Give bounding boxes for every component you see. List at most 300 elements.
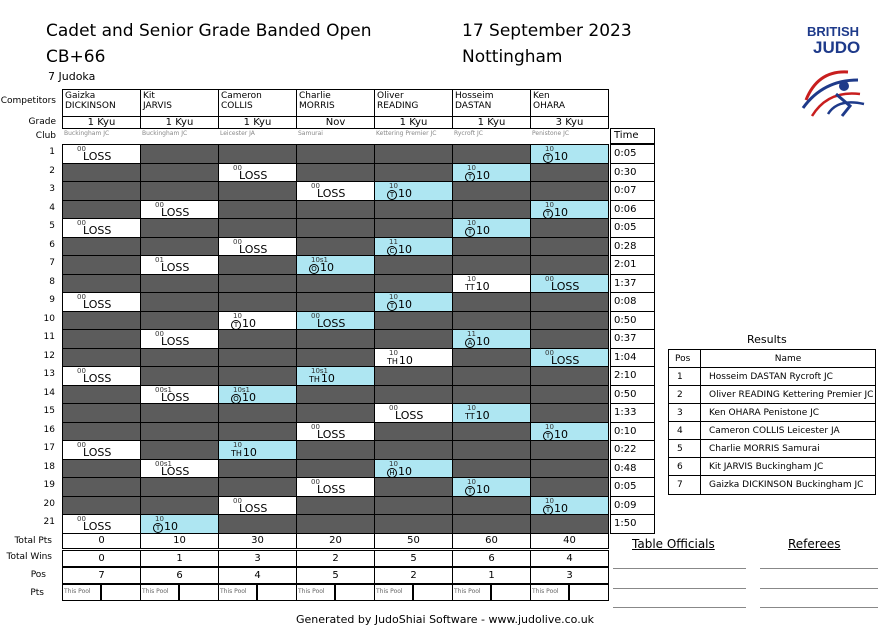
empty-cell (140, 440, 219, 460)
competitor-name (218, 89, 297, 116)
score-detail: 10 (467, 219, 476, 227)
score-detail: 10 (155, 515, 164, 523)
result-text: LOSS (83, 298, 112, 311)
competitor-grade: 1 Kyu (452, 116, 531, 129)
empty-cell (140, 403, 219, 423)
score-detail: 10 (467, 404, 476, 412)
total-wins: 4 (530, 550, 609, 567)
match-time: 0:08 (610, 292, 655, 312)
result-text: 10 (476, 483, 490, 496)
competitor-last-name: MORRIS (299, 101, 335, 111)
pts-label: Pts (30, 588, 44, 598)
empty-cell (296, 218, 375, 238)
empty-cell (218, 181, 297, 201)
competitor-name (530, 89, 609, 116)
position: 5 (296, 567, 375, 584)
competitor-name (140, 89, 219, 116)
competitor-first-name: Cameron (221, 91, 262, 101)
competitor-name (374, 89, 453, 116)
empty-cell (296, 403, 375, 423)
competitor-club: Buckingham JC (64, 130, 110, 137)
signature-line (613, 607, 746, 608)
results-row (669, 368, 875, 386)
result-text: LOSS (83, 446, 112, 459)
match-number: 8 (49, 276, 55, 287)
empty-cell (140, 348, 219, 368)
total-points: 40 (530, 533, 609, 549)
empty-cell (374, 274, 453, 294)
position: 1 (452, 567, 531, 584)
judoka-figure-icon (798, 60, 868, 120)
competitor-first-name: Oliver (377, 91, 404, 101)
empty-cell (218, 255, 297, 275)
empty-cell (140, 163, 219, 183)
empty-cell (140, 496, 219, 516)
empty-cell (530, 255, 609, 275)
result-text: LOSS (551, 279, 580, 293)
empty-cell (452, 459, 531, 479)
result-text: 10 (398, 187, 412, 200)
empty-cell (218, 403, 297, 423)
score-detail: 11 (389, 237, 398, 246)
match-time: 0:50 (610, 311, 655, 331)
competitors-label: Competitors (0, 96, 56, 106)
pool-points: This Pool (140, 584, 179, 601)
results-header: Pos Name (669, 350, 875, 368)
score-detail: 00 (233, 496, 242, 505)
winner-cell (452, 218, 531, 238)
win-score (387, 299, 412, 311)
loss-label (83, 521, 111, 533)
empty-cell (374, 440, 453, 460)
competitor-first-name: Hosseim (455, 91, 494, 101)
match-time: 1:04 (610, 348, 655, 368)
technique-icon: T (465, 227, 475, 237)
empty-cell (452, 181, 531, 201)
result-text: LOSS (83, 150, 112, 163)
loser-cell (218, 496, 297, 516)
win-score (387, 188, 412, 200)
empty-cell (296, 440, 375, 460)
results-row (669, 404, 875, 422)
referees-label: Referees (788, 537, 841, 551)
competitor-grade: Nov (296, 116, 375, 129)
empty-cell (140, 181, 219, 201)
match-time: 1:50 (610, 514, 655, 534)
winner-cell (374, 292, 453, 312)
empty-cell (62, 163, 141, 183)
total-points: 10 (140, 533, 219, 549)
empty-cell (452, 385, 531, 405)
score-detail: 00 (155, 330, 164, 338)
results-row (669, 422, 875, 440)
empty-cell (296, 385, 375, 405)
result-name: Hosseim DASTAN Rycroft JC (709, 372, 833, 382)
total-points: 50 (374, 533, 453, 549)
result-text: 10 (398, 464, 412, 478)
technique-icon: TH (309, 375, 320, 384)
competitor-first-name: Charlie (299, 91, 331, 101)
result-name: Oliver READING Kettering Premier JC (709, 390, 874, 400)
score-detail: 10 (233, 441, 242, 449)
pool-points-blank (179, 584, 219, 601)
loser-cell (140, 200, 219, 220)
empty-cell (140, 274, 219, 294)
result-name: Kit JARVIS Buckingham JC (709, 462, 824, 472)
result-position: 1 (669, 368, 701, 385)
loser-cell (62, 440, 141, 460)
winner-cell (452, 329, 531, 349)
loser-cell (296, 422, 375, 442)
result-text: 10 (476, 168, 490, 182)
results-row (669, 440, 875, 458)
score-detail: 10 (545, 422, 554, 431)
total-wins: 0 (62, 550, 141, 567)
technique-icon: TT (465, 412, 475, 421)
empty-cell (62, 385, 141, 405)
technique-icon: T (543, 209, 553, 219)
competitor-club: Samurai (298, 130, 323, 137)
pool-points: This Pool (530, 584, 569, 601)
footer: Generated by JudoShiai Software - www.judolive.co.uk (296, 613, 595, 626)
match-number: 19 (43, 480, 55, 490)
result-position: 2 (669, 386, 701, 403)
empty-cell (530, 403, 609, 423)
result-text: LOSS (317, 483, 346, 496)
score-detail: 00 (77, 441, 86, 449)
match-time: 0:06 (610, 200, 655, 220)
empty-cell (530, 514, 609, 534)
pool-points-blank (413, 584, 453, 601)
total-points: 20 (296, 533, 375, 549)
empty-cell (452, 348, 531, 368)
empty-cell (374, 496, 453, 516)
results-title: Results (747, 333, 787, 346)
win-score (153, 521, 178, 533)
competitor-club: Penistone JC (532, 130, 570, 137)
empty-cell (62, 348, 141, 368)
result-position: 4 (669, 422, 701, 439)
score-detail: 10 (467, 478, 476, 486)
empty-cell (374, 385, 453, 405)
score-detail: 00 (77, 145, 86, 153)
competitor-grade: 1 Kyu (374, 116, 453, 129)
empty-cell (374, 200, 453, 220)
total-wins-label: Total Wins (6, 552, 52, 562)
empty-cell (374, 218, 453, 238)
result-text: 10 (475, 409, 490, 422)
loser-cell (452, 274, 531, 294)
empty-cell (530, 218, 609, 238)
signature-line (613, 588, 746, 589)
empty-cell (218, 477, 297, 497)
loss-label (161, 262, 189, 274)
result-text: 10 (554, 501, 568, 515)
result-text: LOSS (83, 520, 112, 533)
grade-label: Grade (28, 117, 56, 127)
empty-cell (62, 459, 141, 479)
total-points: 0 (62, 533, 141, 549)
empty-cell (374, 366, 453, 386)
loss-label (83, 373, 111, 385)
match-time: 0:07 (610, 181, 655, 201)
match-time: 0:48 (610, 459, 655, 479)
empty-cell (140, 366, 219, 386)
result-text: 10 (242, 446, 257, 459)
empty-cell (530, 440, 609, 460)
competitor-club: Rycroft JC (454, 130, 483, 137)
winner-cell (296, 311, 375, 331)
win-score (387, 466, 412, 478)
technique-icon: A (465, 338, 475, 348)
empty-cell (296, 329, 375, 349)
empty-cell (374, 329, 453, 349)
match-number: 2 (49, 165, 55, 176)
competitor-last-name: READING (377, 101, 419, 111)
competitor-last-name: OHARA (533, 101, 566, 111)
empty-cell (530, 311, 609, 331)
result-text: 10 (476, 335, 490, 348)
loss-label (239, 244, 267, 256)
competitor-grade: 1 Kyu (62, 116, 141, 129)
result-text: LOSS (161, 205, 190, 219)
competitor-grade: 1 Kyu (218, 116, 297, 129)
time-header: Time (610, 128, 655, 144)
loser-cell (374, 348, 453, 368)
loser-cell (140, 255, 219, 275)
win-score (543, 429, 568, 441)
empty-cell (62, 329, 141, 349)
score-detail: 10 (467, 163, 476, 172)
empty-cell (374, 514, 453, 534)
loss-label (239, 503, 267, 515)
score-detail: 00 (311, 478, 320, 486)
score-detail: 00 (389, 404, 398, 412)
result-name: Gaizka DICKINSON Buckingham JC (709, 480, 864, 490)
score-detail: 10s1 (311, 367, 329, 375)
position: 3 (530, 567, 609, 584)
win-score (543, 503, 568, 515)
loss-label (161, 336, 189, 348)
loss-label (239, 170, 267, 182)
pool-points: This Pool (452, 584, 491, 601)
result-text: LOSS (161, 464, 190, 478)
result-text: LOSS (83, 372, 112, 385)
category: CB+66 (46, 47, 106, 67)
loss-label (83, 447, 111, 459)
match-time: 0:30 (610, 163, 655, 183)
results-row (669, 476, 875, 494)
winner-cell (374, 237, 453, 257)
loss-label (161, 207, 189, 219)
signature-line (760, 607, 878, 608)
loss-label (317, 429, 345, 441)
empty-cell (452, 440, 531, 460)
event-location: Nottingham (462, 47, 563, 67)
pool-points: This Pool (296, 584, 335, 601)
loss-label (161, 466, 189, 478)
pool-points-blank (335, 584, 375, 601)
empty-cell (530, 366, 609, 386)
loser-cell (374, 403, 453, 423)
pool-points: This Pool (62, 584, 101, 601)
empty-cell (374, 163, 453, 183)
loser-cell (296, 477, 375, 497)
empty-cell (62, 274, 141, 294)
result-text: 10 (554, 427, 568, 441)
pool-points: This Pool (374, 584, 413, 601)
empty-cell (296, 348, 375, 368)
competitor-first-name: Kit (143, 91, 155, 101)
empty-cell (530, 459, 609, 479)
empty-cell (218, 144, 297, 164)
loser-cell (140, 459, 219, 479)
score-detail: 10 (389, 348, 398, 357)
score-detail: 10 (545, 496, 554, 505)
match-number: 6 (49, 239, 55, 250)
result-text: 10 (554, 150, 568, 163)
technique-icon: TH (231, 449, 242, 458)
empty-cell (296, 496, 375, 516)
winner-cell (218, 385, 297, 405)
empty-cell (452, 200, 531, 220)
empty-cell (218, 366, 297, 386)
technique-icon: T (543, 431, 553, 441)
empty-cell (140, 477, 219, 497)
winner-cell (530, 144, 609, 164)
empty-cell (374, 477, 453, 497)
empty-cell (530, 329, 609, 349)
loss-label (317, 318, 345, 330)
match-time: 0:05 (610, 477, 655, 497)
score-detail: 11 (467, 330, 476, 338)
technique-icon: T (465, 486, 475, 496)
empty-cell (530, 477, 609, 497)
score-detail: 00s1 (155, 459, 173, 468)
empty-cell (218, 329, 297, 349)
result-text: LOSS (239, 501, 268, 515)
technique-icon: C (387, 246, 397, 256)
result-position: 6 (669, 458, 701, 475)
empty-cell (530, 181, 609, 201)
total-points: 60 (452, 533, 531, 549)
loss-label (317, 484, 345, 496)
score-detail: 00 (155, 200, 164, 209)
total-wins: 3 (218, 550, 297, 567)
match-number: 9 (49, 295, 55, 305)
winner-cell (218, 440, 297, 460)
empty-cell (530, 385, 609, 405)
match-time: 0:05 (610, 218, 655, 238)
total-wins: 1 (140, 550, 219, 567)
total-pts-label: Total Pts (14, 536, 52, 546)
score-detail: 00 (77, 515, 86, 523)
score-detail: 00 (545, 348, 554, 357)
result-position: 7 (669, 476, 701, 494)
competitor-name (452, 89, 531, 116)
empty-cell (296, 200, 375, 220)
results-table (668, 349, 876, 495)
competitor-last-name: COLLIS (221, 101, 253, 111)
score-detail: 00 (233, 237, 242, 246)
club-label: Club (35, 131, 56, 141)
winner-cell (530, 422, 609, 442)
empty-cell (140, 422, 219, 442)
competitor-club: Kettering Premier JC (376, 130, 437, 137)
technique-icon: T (465, 172, 475, 182)
match-number: 17 (43, 443, 55, 453)
score-detail: 00 (311, 182, 320, 190)
score-detail: 00 (77, 219, 86, 227)
match-time: 0:28 (610, 237, 655, 257)
score-detail: 10 (467, 274, 476, 283)
score-detail: 10 (389, 182, 398, 190)
score-detail: 00 (77, 293, 86, 301)
results-row (669, 458, 875, 476)
match-number: 16 (43, 424, 55, 435)
empty-cell (530, 163, 609, 183)
win-score (465, 484, 490, 496)
empty-cell (452, 292, 531, 312)
total-points: 30 (218, 533, 297, 549)
result-position: 5 (669, 440, 701, 457)
competitor-name (296, 89, 375, 116)
result-text: LOSS (161, 335, 190, 348)
score-detail: 10 (545, 145, 554, 153)
competitor-club: Leicester JA (220, 130, 255, 137)
match-number: 14 (43, 387, 55, 398)
match-number: 15 (43, 406, 55, 416)
position: 2 (374, 567, 453, 584)
empty-cell (62, 200, 141, 220)
empty-cell (452, 422, 531, 442)
winner-cell (296, 255, 375, 275)
competitor-last-name: JARVIS (143, 101, 172, 111)
position: 4 (218, 567, 297, 584)
pool-points-blank (491, 584, 531, 601)
match-number: 21 (43, 517, 55, 527)
technique-icon: TH (387, 356, 398, 366)
loss-label (551, 281, 579, 293)
empty-cell (218, 218, 297, 238)
winner-cell (140, 514, 219, 534)
loss-label (317, 188, 345, 200)
empty-cell (296, 292, 375, 312)
competitor-grade: 1 Kyu (140, 116, 219, 129)
technique-icon: T (153, 523, 163, 533)
empty-cell (140, 218, 219, 238)
result-text: LOSS (239, 242, 268, 256)
match-time: 2:10 (610, 366, 655, 386)
empty-cell (374, 255, 453, 275)
technique-icon: TT (465, 282, 475, 292)
result-text: LOSS (395, 409, 424, 422)
empty-cell (140, 237, 219, 257)
match-number: 7 (49, 258, 55, 268)
score-detail: 00 (311, 311, 320, 320)
competitor-grade: 3 Kyu (530, 116, 609, 129)
signature-line (613, 568, 746, 569)
match-number: 5 (49, 221, 55, 231)
result-text: LOSS (239, 168, 268, 182)
empty-cell (452, 514, 531, 534)
empty-cell (62, 496, 141, 516)
technique-icon: T (543, 505, 553, 515)
signature-line (760, 588, 878, 589)
result-text: 10 (242, 316, 256, 330)
empty-cell (374, 144, 453, 164)
total-wins: 2 (296, 550, 375, 567)
